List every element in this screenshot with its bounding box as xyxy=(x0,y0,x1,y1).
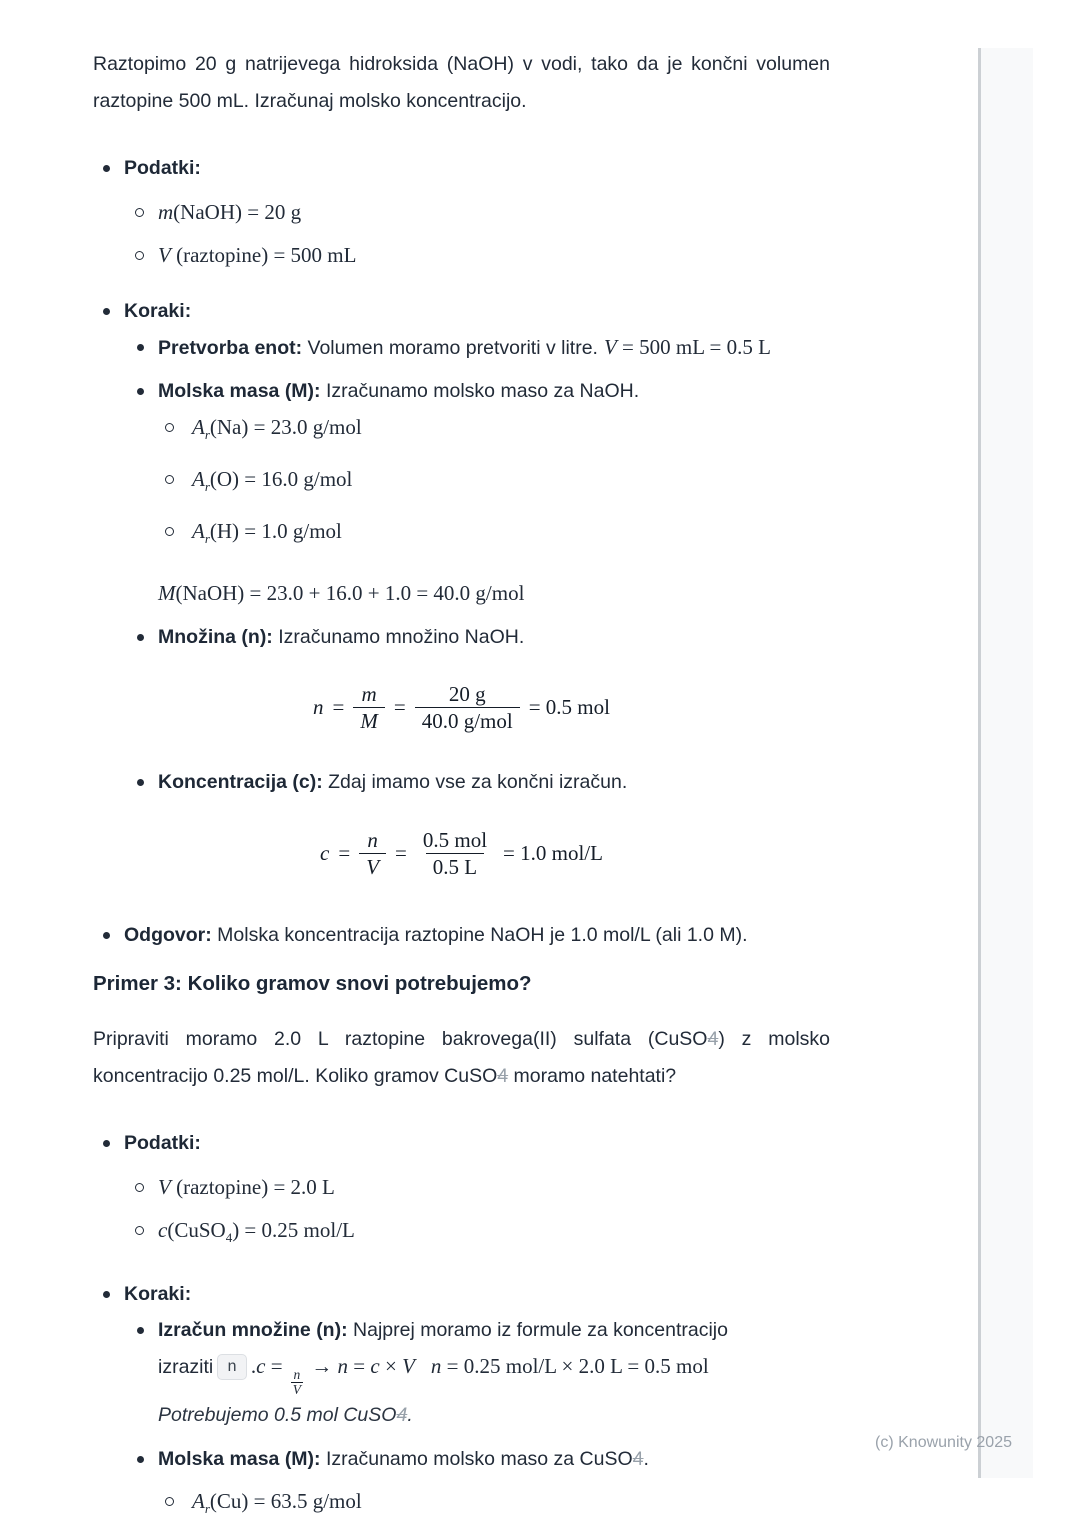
list-item-podatki xyxy=(93,1125,830,1161)
struck-subscript: 4 xyxy=(497,1064,509,1087)
list-item-koraki xyxy=(93,1276,830,1312)
equals-sign: = xyxy=(338,841,351,866)
note-italic: Potrebujemo 0.5 mol CuSO4. xyxy=(158,1404,413,1427)
step-text: Izračunamo množino NaOH. xyxy=(272,625,525,648)
step-text: Zdaj imamo vse za končni izračun. xyxy=(322,771,628,794)
data-item-mass xyxy=(93,194,830,230)
data-item-volume xyxy=(93,237,830,273)
step-label: Množina (n): xyxy=(158,625,273,648)
step-item-koncentracija xyxy=(93,764,830,800)
primer3-heading: Primer 3: Koliko gramov snovi potrebujemo? xyxy=(93,971,532,995)
podatki-label: Podatki: xyxy=(124,1131,201,1154)
formula-result: = 1.0 mol/L xyxy=(503,841,603,866)
math-var: A xyxy=(192,467,205,492)
display-formula-n xyxy=(93,681,830,735)
math-var: A xyxy=(192,1489,205,1514)
odgovor-label: Odgovor: xyxy=(124,923,212,946)
step-text: Najprej moramo iz formule za koncentracijo xyxy=(347,1318,728,1341)
math-rest: (H) = 1.0 g/mol xyxy=(209,519,342,544)
disc-bullet-icon xyxy=(103,932,110,939)
step-label: Molska masa (M): xyxy=(158,1448,321,1471)
equals-sign: = xyxy=(393,694,406,719)
intro-paragraph-cuso4: Pripraviti moramo 2.0 L raztopine bakrovega(II) sulfata (CuSO4) z molsko koncentracijo 0.25 mol/L. Koliko gramov CuSO4 moramo natehtati? xyxy=(93,1027,830,1087)
math-var: M xyxy=(158,580,176,605)
formula-result: = 0.5 mol xyxy=(528,694,610,719)
circle-bullet-icon xyxy=(135,251,144,260)
math-rest: (NaOH) = 20 g xyxy=(173,200,302,224)
formula-lhs: c xyxy=(320,841,330,866)
math-var: V xyxy=(158,243,171,267)
circle-bullet-icon xyxy=(135,208,144,217)
step-text: Izračunamo molsko maso za NaOH. xyxy=(320,380,640,402)
podatki-label: Podatki: xyxy=(124,157,201,179)
ar-item-h xyxy=(93,513,830,557)
math-var: V xyxy=(603,335,617,359)
inline-code-n: n xyxy=(217,1354,247,1380)
step-item-molska-masa xyxy=(93,373,830,409)
math-rest: (raztopine) = 2.0 L xyxy=(170,1174,335,1199)
math-rest: (raztopine) = 500 mL xyxy=(170,243,357,267)
struck-subscript: 4 xyxy=(707,1027,719,1050)
copyright-watermark: (c) Knowunity 2025 xyxy=(875,1434,1012,1451)
step-label: Molska masa (M): xyxy=(158,380,321,402)
circle-bullet-icon xyxy=(165,475,174,484)
fraction: $\frac{20 g}{\text{40.0 g/mol}}$ xyxy=(415,681,520,735)
list-item-koraki xyxy=(93,293,830,329)
math-rest: = 500 mL = 0.5 L xyxy=(616,335,771,359)
disc-bullet-icon xyxy=(137,779,144,786)
small-fraction: $\frac{n}{V}$ xyxy=(292,1366,302,1397)
fraction: $\frac{n}{V}$ xyxy=(359,827,386,881)
molar-mass-sum-line xyxy=(93,575,830,611)
circle-bullet-icon xyxy=(165,423,174,432)
math-var: m xyxy=(158,200,174,224)
display-formula-c xyxy=(93,827,830,881)
math-var: A xyxy=(192,519,205,544)
math-rest: (Cu) = 63.5 g/mol xyxy=(209,1489,362,1514)
equals-sign: = xyxy=(332,694,345,719)
koraki-label: Koraki: xyxy=(124,300,192,322)
disc-bullet-icon xyxy=(137,344,144,351)
math-rest: (Na) = 23.0 g/mol xyxy=(209,415,362,439)
disc-bullet-icon xyxy=(137,1456,144,1463)
arrow-icon: → xyxy=(306,1353,338,1378)
math-var: c xyxy=(158,1217,168,1242)
struck-subscript: 4 xyxy=(632,1448,644,1471)
list-item-odgovor xyxy=(93,917,830,953)
struck-subscript: 4 xyxy=(396,1404,408,1427)
disc-bullet-icon xyxy=(103,1291,110,1298)
step-item-mnozina xyxy=(93,619,830,655)
ar-item-o xyxy=(93,461,830,505)
step-label: Izračun množine (n): xyxy=(158,1318,348,1341)
step-label: Koncentracija (c): xyxy=(158,771,323,794)
disc-bullet-icon xyxy=(137,634,144,641)
disc-bullet-icon xyxy=(103,308,110,315)
odgovor-text: Molska koncentracija raztopine NaOH je 1.0 mol/L (ali 1.0 M). xyxy=(211,923,748,946)
math-sub: r xyxy=(204,531,210,547)
circle-bullet-icon xyxy=(135,1183,144,1192)
equals-sign: = xyxy=(395,841,407,866)
formula-lhs: n xyxy=(313,694,324,719)
disc-bullet-icon xyxy=(137,1327,144,1334)
circle-bullet-icon xyxy=(165,1497,174,1506)
disc-bullet-icon xyxy=(137,388,144,395)
math-rest: (NaOH) = 23.0 + 16.0 + 1.0 = 40.0 g/mol xyxy=(175,580,525,605)
math-sub: r xyxy=(204,1501,210,1517)
intro-paragraph-naoh: Raztopimo 20 g natrijevega hidroksida (NaOH) v vodi, tako da je končni volumen raztopine 500 mL. Izračunaj molsko koncentracijo. xyxy=(93,53,830,112)
math-sub: r xyxy=(204,427,210,443)
disc-bullet-icon xyxy=(103,1140,110,1147)
fraction: $\frac{m}{M}$ xyxy=(353,681,385,735)
step-item-pretvorba xyxy=(93,329,830,366)
math-sub: r xyxy=(204,479,210,495)
math-sub: 4 xyxy=(225,1229,233,1245)
list-item-podatki xyxy=(93,150,830,186)
step-item-molska-masa-cuso4: Molska masa (M): Izračunamo molsko maso za CuSO4. xyxy=(93,1441,830,1477)
disc-bullet-icon xyxy=(103,165,110,172)
data-item-concentration: c(CuSO$_4$) = 0.25 mol/L xyxy=(93,1212,830,1256)
koraki-label: Koraki: xyxy=(124,1282,192,1305)
step-formula-line: izraziti n .c = $\frac{n}{V}$ → n = c × V n = 0.25 mol/L × 2.0 L = 0.5 mol xyxy=(158,1353,709,1397)
step-label: Pretvorba enot: xyxy=(158,337,303,359)
ar-item-cu xyxy=(93,1483,830,1527)
data-item-volume xyxy=(93,1169,830,1205)
math-var: V xyxy=(158,1174,171,1199)
step-text: Volumen moramo pretvoriti v litre. xyxy=(302,337,598,359)
fraction: $\frac{\text{0.5 mol}}{0.5 L}$ xyxy=(422,828,488,880)
math-rest: (O) = 16.0 g/mol xyxy=(209,467,353,492)
circle-bullet-icon xyxy=(135,1226,144,1235)
math-var: A xyxy=(192,415,205,439)
circle-bullet-icon xyxy=(165,527,174,536)
document-content xyxy=(93,46,830,1527)
scrollbar-track[interactable] xyxy=(978,48,1033,1478)
ar-item-na xyxy=(93,409,830,453)
step-item-izracun-mnozine xyxy=(93,1312,830,1433)
